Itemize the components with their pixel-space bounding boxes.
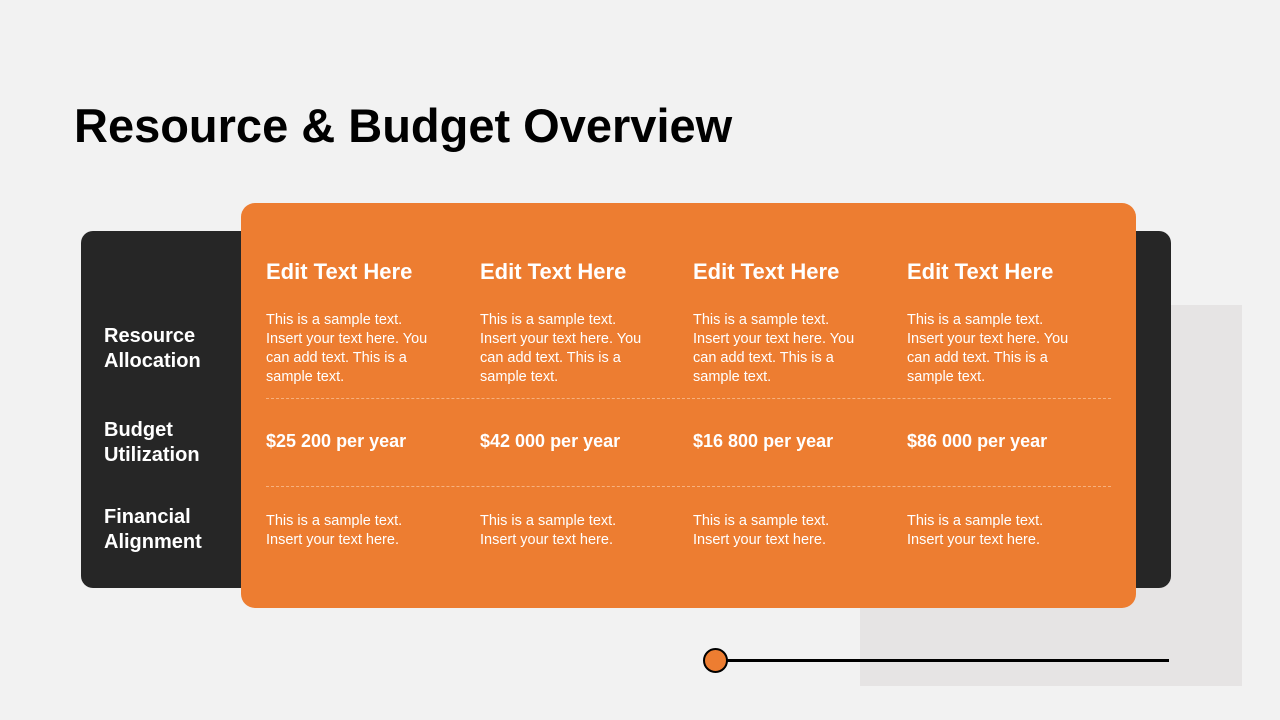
cell-alignment-col-3: This is a sample text. Insert your text here. <box>693 513 830 548</box>
row-label-resource-allocation: Resource Allocation <box>104 325 201 372</box>
row-divider <box>266 486 1111 487</box>
column-heading-1: Edit Text Here <box>266 259 413 284</box>
column-heading-2: Edit Text Here <box>480 259 627 284</box>
column-heading-4: Edit Text Here <box>907 259 1054 284</box>
timeline-dot-icon <box>703 648 728 673</box>
row-label-financial-alignment: Financial Alignment <box>104 506 202 553</box>
row-label-budget-utilization: Budget Utilization <box>104 419 200 466</box>
row-divider <box>266 398 1111 399</box>
cell-budget-col-1: $25 200 per year <box>266 431 407 451</box>
cell-budget-col-2: $42 000 per year <box>480 431 621 451</box>
cell-resource-col-4: This is a sample text. Insert your text here. You can add text. This is a sample text. <box>907 312 1069 385</box>
cell-resource-col-3: This is a sample text. Insert your text here. You can add text. This is a sample text. <box>693 312 855 385</box>
cell-alignment-col-2: This is a sample text. Insert your text here. <box>480 513 617 548</box>
cell-resource-col-2: This is a sample text. Insert your text here. You can add text. This is a sample text. <box>480 312 642 385</box>
cell-budget-col-4: $86 000 per year <box>907 431 1048 451</box>
timeline-line <box>716 659 1169 662</box>
cell-budget-col-3: $16 800 per year <box>693 431 834 451</box>
cell-alignment-col-1: This is a sample text. Insert your text here. <box>266 513 403 548</box>
slide-title: Resource & Budget Overview <box>74 99 733 152</box>
cell-resource-col-1: This is a sample text. Insert your text here. You can add text. This is a sample text. <box>266 312 428 385</box>
column-heading-3: Edit Text Here <box>693 259 840 284</box>
cell-alignment-col-4: This is a sample text. Insert your text here. <box>907 513 1044 548</box>
